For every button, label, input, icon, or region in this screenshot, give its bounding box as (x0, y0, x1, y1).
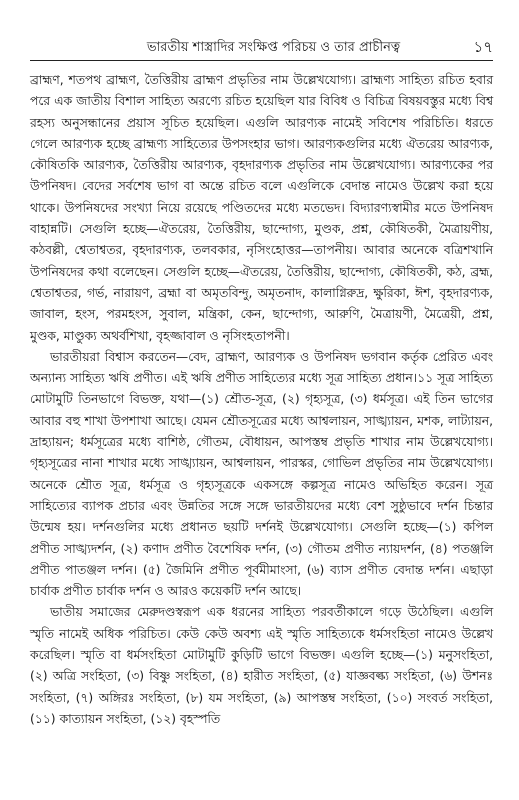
running-header (30, 26, 493, 61)
body-text (30, 70, 493, 730)
paragraph-3: ভাতীয় সমাজের মেরুদণ্ডস্বরূপ এক ধরনের সাহিত্য পরবর্তীকালে গড়ে উঠেছিল। এগুলি স্মৃতি নামেই অধিক পরিচিত। কেউ কেউ অবশ্য এই স্মৃতি সাহিত্যকে ধর্মসংহিতা নামেও উল্লেখ করেছিল। স্মৃতি বা ধর্মসংহিতা মোটামুটি কুড়িটি ভাগে বিভক্ত। এগুলি হচ্ছে—(১) মনুসংহিতা, (২) অত্রি সংহিতা, (৩) বিষ্ণু সংহিতা, (৪) হারীত সংহিতা, (৫) যাজ্ঞবল্ক্য সংহিতা, (৬) উশনঃ সংহিতা, (৭) অঙ্গিরঃ সংহিতা, (৮) যম সংহিতা, (৯) আপস্তম্ব সংহিতা, (১০) সংবর্ত সংহিতা, (১১) কাত্যায়ন সংহিতা, (১২) বৃহস্পতি (30, 605, 493, 726)
paragraph-2: ভারতীয়রা বিশ্বাস করতেন—বেদ, ব্রাহ্মণ, আরণ্যক ও উপনিষদ ভগবান কর্তৃক প্রেরিত এবং অন্যান্য সাহিত্য ঋষি প্রণীত। এই ঋষি প্রণীত সাহিত্যের মধ্যে সূত্র সাহিত্য প্রধান।১১ সূত্র সাহিত্য মোটামুটি তিনভাগে বিভক্ত, যথা—(১) শ্রৌত-সূত্র, (২) গৃহ্যসূত্র, (৩) ধর্মসূত্র। এই তিন ভাগের আবার বহু শাখা উপশাখা আছে। যেমন শ্রৌতসূত্রের মধ্যে আশ্বলায়ন, সাঙ্খ্যায়ন, মশক, লাট্যায়ন, দ্রাহ্যায়ন; ধর্মসূত্রের মধ্যে বাশিষ্ঠ, গৌতম, বৌধায়ন, আপস্তম্ব প্রভৃতি শাখার নাম উল্লেখযোগ্য। গৃহ্যসূত্রের নানা শাখার মধ্যে সাঙ্খ্যায়ন, আশ্বলায়ন, পারস্কর, গোভিল প্রভৃতির নাম উল্লেখযোগ্য। অনেকে শ্রৌত সূত্র, ধর্মসূত্র ও গৃহ্যসূত্রকে একসঙ্গে কল্পসূত্র নামেও অভিহিত করেন। সূত্র সাহিত্যের ব্যাপক প্রচার এবং উন্নতির সঙ্গে সঙ্গে ভারতীয়দের মধ্যে বেশ সুষ্ঠুভাবে দর্শন চিন্তার উন্মেষ হয়। দর্শনগুলির মধ্যে প্রধানত ছয়টি দর্শনই উল্লেখযোগ্য। সেগুলি হচ্ছে—(১) কপিল প্রণীত সাঙ্খ্যদর্শন, (২) কণাদ প্রণীত বৈশেষিক দর্শন, (৩) গৌতম প্রণীত ন্যায়দর্শন, (৪) পতঞ্জলি প্রণীত পাতঞ্জল দর্শন। (৫) জৈমিনি প্রণীত পূর্বমীমাংসা, (৬) ব্যাস প্রণীত বেদান্ত দর্শন। এছাড়া চার্বাক প্রণীত চার্বাক দর্শন ও আরও কয়েকটি দর্শন আছে। (30, 349, 493, 599)
page-number: ১৭ (473, 38, 493, 56)
paragraph-1: ব্রাহ্মণ, শতপথ ব্রাহ্মণ, তৈত্তিরীয় ব্রাহ্মণ প্রভৃতির নাম উল্লেখযোগ্য। ব্রাহ্মণ্য সাহিত্য রচিত হবার পরে এক জাতীয় বিশাল সাহিত্য অরণ্যে রচিত হয়েছিল যার বিবিধ ও বিচিত্র বিষয়বস্তুর মধ্যে বিশ্ব রহস্য অনুসন্ধানের প্রয়াস সূচিত হয়েছিল। এগুলি আরণ্যক নামেই সবিশেষ পরিচিতি। ধরতে গেলে আরণ্যক হচ্ছে ব্রাহ্মণ্য সাহিত্যের উপসংহার ভাগ। আরণ্যকগুলির মধ্যে ঐতরেয় আরণ্যক, কৌষিতকি আরণ্যক, তৈত্তিরীয় আরণ্যক, বৃহদারণ্যক প্রভৃতির নাম উল্লেখযোগ্য। আরণ্যকের পর উপনিষদ। বেদের সর্বশেষ ভাগ বা অন্তে রচিত বলে এগুলিকে বেদান্ত নামেও উল্লেখ করা হয়ে থাকে। উপনিষদের সংখ্যা নিয়ে রয়েছে পণ্ডিতদের মধ্যে মতভেদ। বিদ্যারণ্যস্বামীর মতে উপনিষদ বাহান্নটি। সেগুলি হচ্ছে—ঐতরেয়, তৈত্তিরীয়, ছান্দোগ্য, মুণ্ডক, প্রশ্ন, কৌষিতকী, মৈত্রায়ণীয়, কঠবল্লী, শ্বেতাশ্বতর, বৃহদারণ্যক, তলবকার, নৃসিংহোত্তর—তাপনীয়। আবার অনেকে বত্রিশখানি উপনিষদের কথা বলেছেন। সেগুলি হচ্ছে—ঐতরেয়, তৈত্তিরীয়, ছান্দোগ্য, কৌষিতকী, কঠ, ব্রহ্ম, শ্বেতাশ্বতর, গর্ভ, নারায়ণ, ব্রহ্মা বা অমৃতবিন্দু, অমৃতনাদ, কালাগ্নিরুদ্র, ক্ষুরিকা, ঈশ, বৃহদারণ্যক, জাবাল, হংস, পরমহংস, সুবাল, মন্ত্রিকা, কেন, ছান্দোগ্য, আরুণি, মৈত্রায়ণী, মৈত্রেয়ী, প্রশ্ন, মুণ্ডক, মাণ্ডুক্য অথর্বশিখা, বৃহজ্জাবাল ও নৃসিংহতাপনী। (30, 73, 493, 343)
running-header-title: ভারতীয় শাস্ত্রাদির সংক্ষিপ্ত পরিচয় ও তার প্রাচীনত্ব (146, 40, 401, 55)
